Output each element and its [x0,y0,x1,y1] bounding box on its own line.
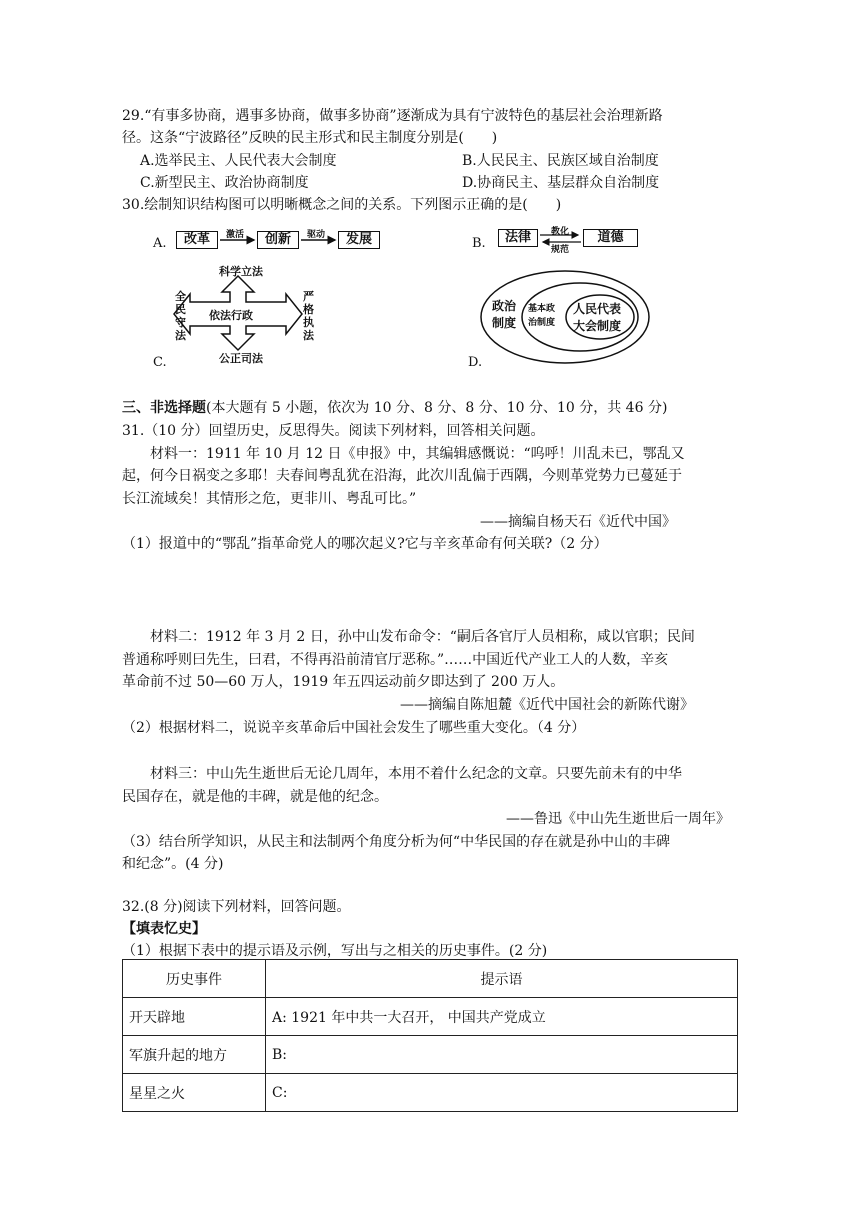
diagram-c-right: 严格执法 [303,290,314,342]
section-heading [122,398,667,418]
diagram-a-box-innovate: 创新 [257,231,299,249]
q29-option-b: B.人民民主、民族区域自治制度 [462,153,659,169]
q32-tag: 【填表忆史】 [122,921,206,937]
diagram-arrows [0,0,860,400]
q31-sq2: （2）根据材料二，说说辛亥革命后中国社会发生了哪些重大变化。（4 分） [122,720,586,736]
q31-m2-line1: 材料二：1912 年 3 月 2 日，孙中山发布命令：“嗣后各官厅人员相称，咸以官职；民间 [150,629,695,645]
table-cell-hint[interactable]: C: [266,1074,738,1112]
q32-stem: 32.(8 分)阅读下列材料，回答问题。 [122,899,351,915]
q31-m3-line2: 民国存在，就是他的丰碑，就是他的纪念。 [122,789,388,805]
q31-m1-line2: 起，何今日祸变之多耶！夫春间粤乱犹在沿海，此次川乱偏于西隅，今则革党势力已蔓延于 [122,468,682,484]
q31-m2-line3: 革命前不过 50—60 万人，1919 年五四运动前夕即达到了 200 万人。 [122,674,565,690]
diagram-c-center: 依法行政 [209,309,253,322]
section-title: 三、非选择题 [122,400,206,416]
table-header-row [123,960,738,998]
diagram-c-left: 全民守法 [175,290,186,342]
q29-line2: 径。这条“宁波路径”反映的民主形式和民主制度分别是( ) [122,130,498,146]
q31-sq3-line2: 和纪念”。(4 分) [122,856,224,872]
table-header-hint: 提示语 [266,960,738,998]
diagram-b-label: B. [472,236,486,251]
diagram-d-inner-line1: 人民代表 [573,302,622,316]
diagram-d-label: D. [468,355,483,370]
section-note: (本大题有 5 小题，依次为 10 分、8 分、8 分、10 分、10 分，共 46 分) [206,400,668,416]
table-cell-hint: A: 1921 年中共一大召开， 中国共产党成立 [266,998,738,1036]
diagram-d-inner-line2: 大会制度 [573,319,622,333]
table-header-event: 历史事件 [123,960,266,998]
diagram-a-label: A. [153,236,167,251]
q32-sq1: （1）根据下表中的提示语及示例，写出与之相关的历史事件。(2 分) [122,943,548,959]
diagram-d-middle-line2: 治制度 [528,318,556,328]
q31-m1-line1: 材料一：1911 年 10 月 12 日《申报》中，其编辑感慨说：“呜呼！川乱未已，鄂乱又 [150,446,685,462]
q31-m2-source: ——摘编自陈旭麓《近代中国社会的新陈代谢》 [400,697,694,713]
diagram-c-top: 科学立法 [219,265,263,278]
q31-stem: 31.（10 分）回望历史，反思得失。阅读下列材料，回答相关问题。 [122,423,545,439]
q29-option-d: D.协商民主、基层群众自治制度 [462,175,660,191]
diagram-b-arrow-top-label: 教化 [551,227,570,237]
q31-m2-line2: 普通称呼则曰先生，曰君，不得再沿前清官厅恶称。”……中国近代产业工人的人数，辛亥 [122,652,669,668]
diagram-a-arrow1-label: 激活 [226,230,245,240]
table-cell-hint[interactable]: B: [266,1036,738,1074]
diagram-d-outer-line1: 政治 [492,299,517,313]
q29-option-c: C.新型民主、政治协商制度 [140,175,309,191]
diagram-b-arrow-bottom-label: 规范 [551,245,570,255]
diagram-a-arrow2-label: 驱动 [307,230,326,240]
table-cell-event: 军旗升起的地方 [123,1036,266,1074]
diagram-b-box-morality: 道德 [583,229,638,247]
q31-sq3-line1: （3）结台所学知识，从民主和法制两个角度分析为何“中华民国的存在就是孙中山的丰碑 [122,834,671,850]
table-row [123,1036,738,1074]
q30-stem: 30.绘制知识结构图可以明晰概念之间的关系。下列图示正确的是( ) [122,197,562,213]
q29-line1: 29.“有事多协商，遇事多协商，做事多协商”逐渐成为具有宁波特色的基层社会治理新路 [122,108,663,124]
q31-sq1: （1）报道中的“鄂乱”指革命党人的哪次起义?它与辛亥革命有何关联?（2 分） [122,536,608,552]
q29-option-a: A.选举民主、人民代表大会制度 [140,153,337,169]
diagram-c-label: C. [153,355,167,370]
diagram-a-box-develop: 发展 [338,231,380,249]
diagram-c-bottom: 公正司法 [219,352,263,365]
table-cell-event: 开天辟地 [123,998,266,1036]
q31-m1-source: ——摘编自杨天石《近代中国》 [480,514,676,530]
diagram-a-box-reform: 改革 [176,231,218,249]
table-row [123,1074,738,1112]
history-events-table [122,959,738,1112]
table-row [123,998,738,1036]
q31-m3-line1: 材料三：中山先生逝世后无论几周年，本用不着什么纪念的文章。只要先前未有的中华 [150,766,682,782]
diagram-b-box-law: 法律 [498,229,538,247]
q31-m3-source: ——鲁迅《中山先生逝世后一周年》 [506,811,730,827]
table-cell-event: 星星之火 [123,1074,266,1112]
q31-m1-line3: 长江流域矣！其情形之危，更非川、粤乱可比。” [122,491,417,507]
diagram-d-outer-line2: 制度 [492,316,517,330]
diagram-d-middle-line1: 基本政 [528,304,556,314]
